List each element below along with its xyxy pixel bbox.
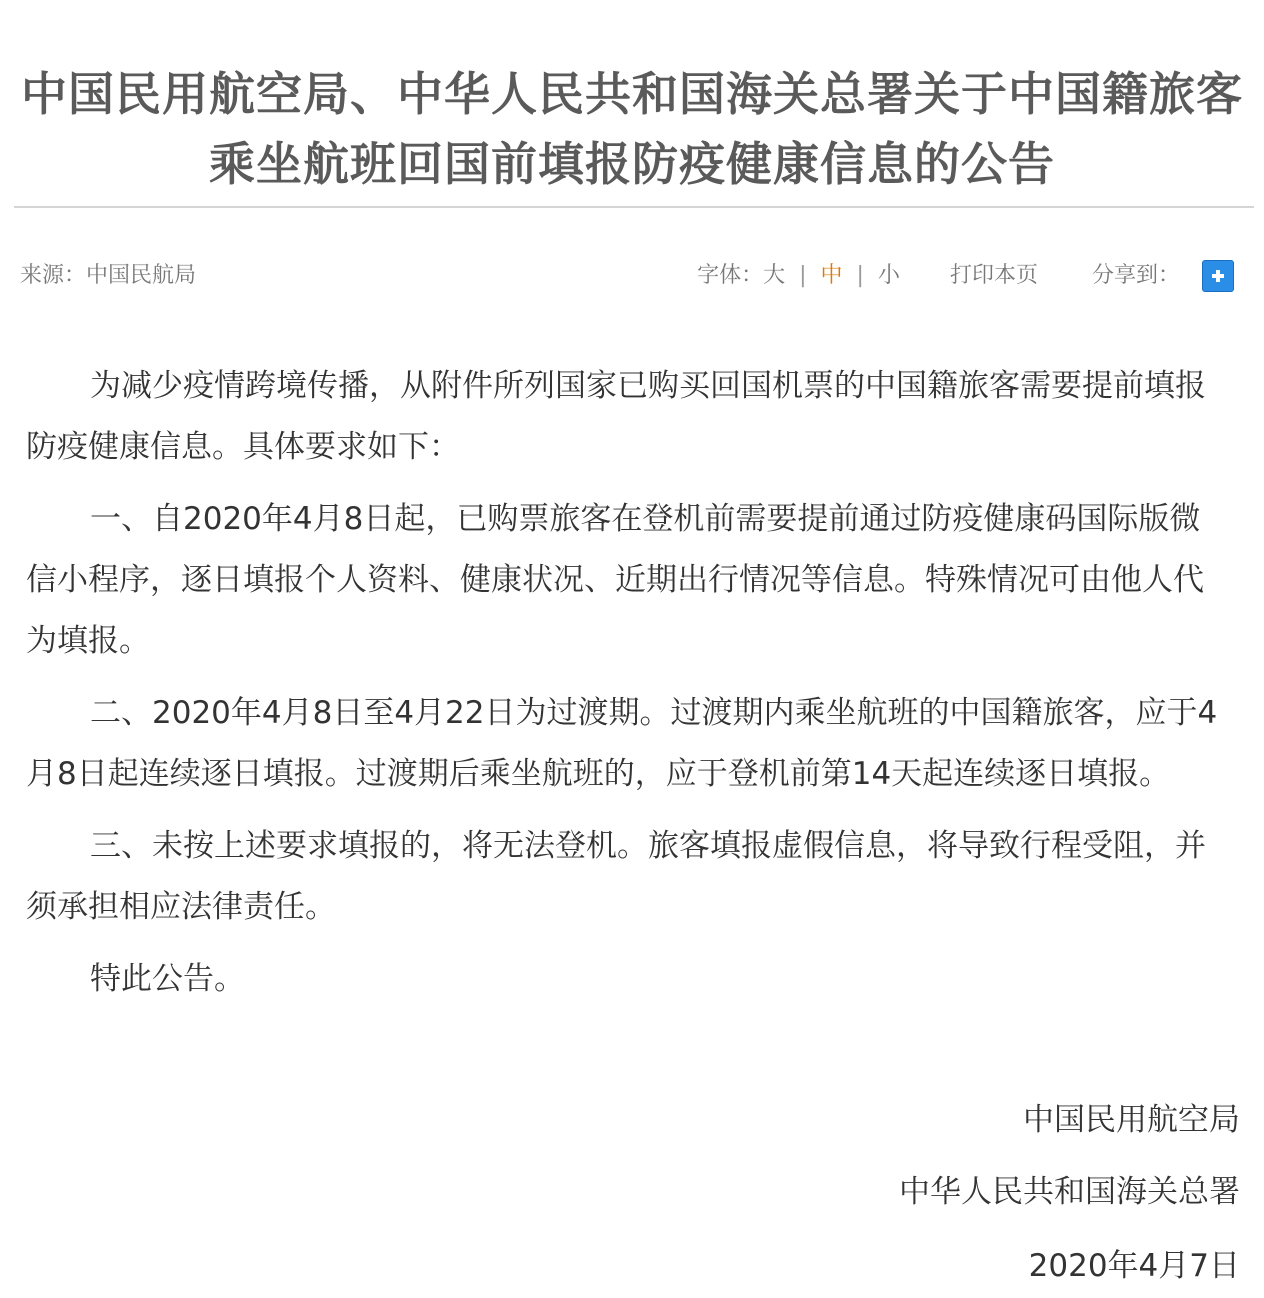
- article-toolbar: [697, 258, 1234, 294]
- plus-icon: [1210, 268, 1226, 284]
- font-size-large-button[interactable]: 大: [763, 263, 786, 288]
- body-paragraph-item-1: 一、自2020年4月8日起，已购票旅客在登机前需要提前通过防疫健康码国际版微信小程序，逐日填报个人资料、健康状况、近期出行情况等信息。特殊情况可由他人代为填报。: [26, 501, 1204, 659]
- body-paragraph-closing: 特此公告。: [90, 961, 245, 997]
- signature-issuer-customs: 中华人民共和国海关总署: [899, 1174, 1240, 1210]
- font-size-medium-button[interactable]: 中: [820, 263, 843, 288]
- font-size-separator: |: [856, 263, 864, 288]
- title-divider: [14, 206, 1254, 208]
- page-title: 中国民用航空局、中华人民共和国海关总署关于中国籍旅客乘坐航班回国前填报防疫健康信息的公告: [21, 66, 1243, 191]
- print-page-link[interactable]: 打印本页: [949, 263, 1038, 288]
- body-paragraph-item-3: 三、未按上述要求填报的，将无法登机。旅客填报虚假信息，将导致行程受阻，并须承担相应法律责任。: [26, 828, 1206, 925]
- share-button[interactable]: [1202, 260, 1234, 292]
- font-size-label: 字体：: [697, 263, 764, 288]
- body-paragraph-intro: 为减少疫情跨境传播，从附件所列国家已购买回国机票的中国籍旅客需要提前填报防疫健康信息。具体要求如下：: [26, 368, 1206, 465]
- source-label: 来源：中国民航局: [20, 263, 197, 288]
- signature-issuer-caac: 中国民用航空局: [1023, 1102, 1240, 1138]
- share-label: 分享到：: [1091, 263, 1180, 288]
- signature-date: 2020年4月7日: [1028, 1248, 1240, 1284]
- body-paragraph-item-2: 二、2020年4月8日至4月22日为过渡期。过渡期内乘坐航班的中国籍旅客，应于4月8日起连续逐日填报。过渡期后乘坐航班的，应于登机前第14天起连续逐日填报。: [26, 695, 1218, 792]
- font-size-small-button[interactable]: 小: [877, 263, 900, 288]
- font-size-separator: |: [799, 263, 807, 288]
- article-body: [26, 356, 1226, 1021]
